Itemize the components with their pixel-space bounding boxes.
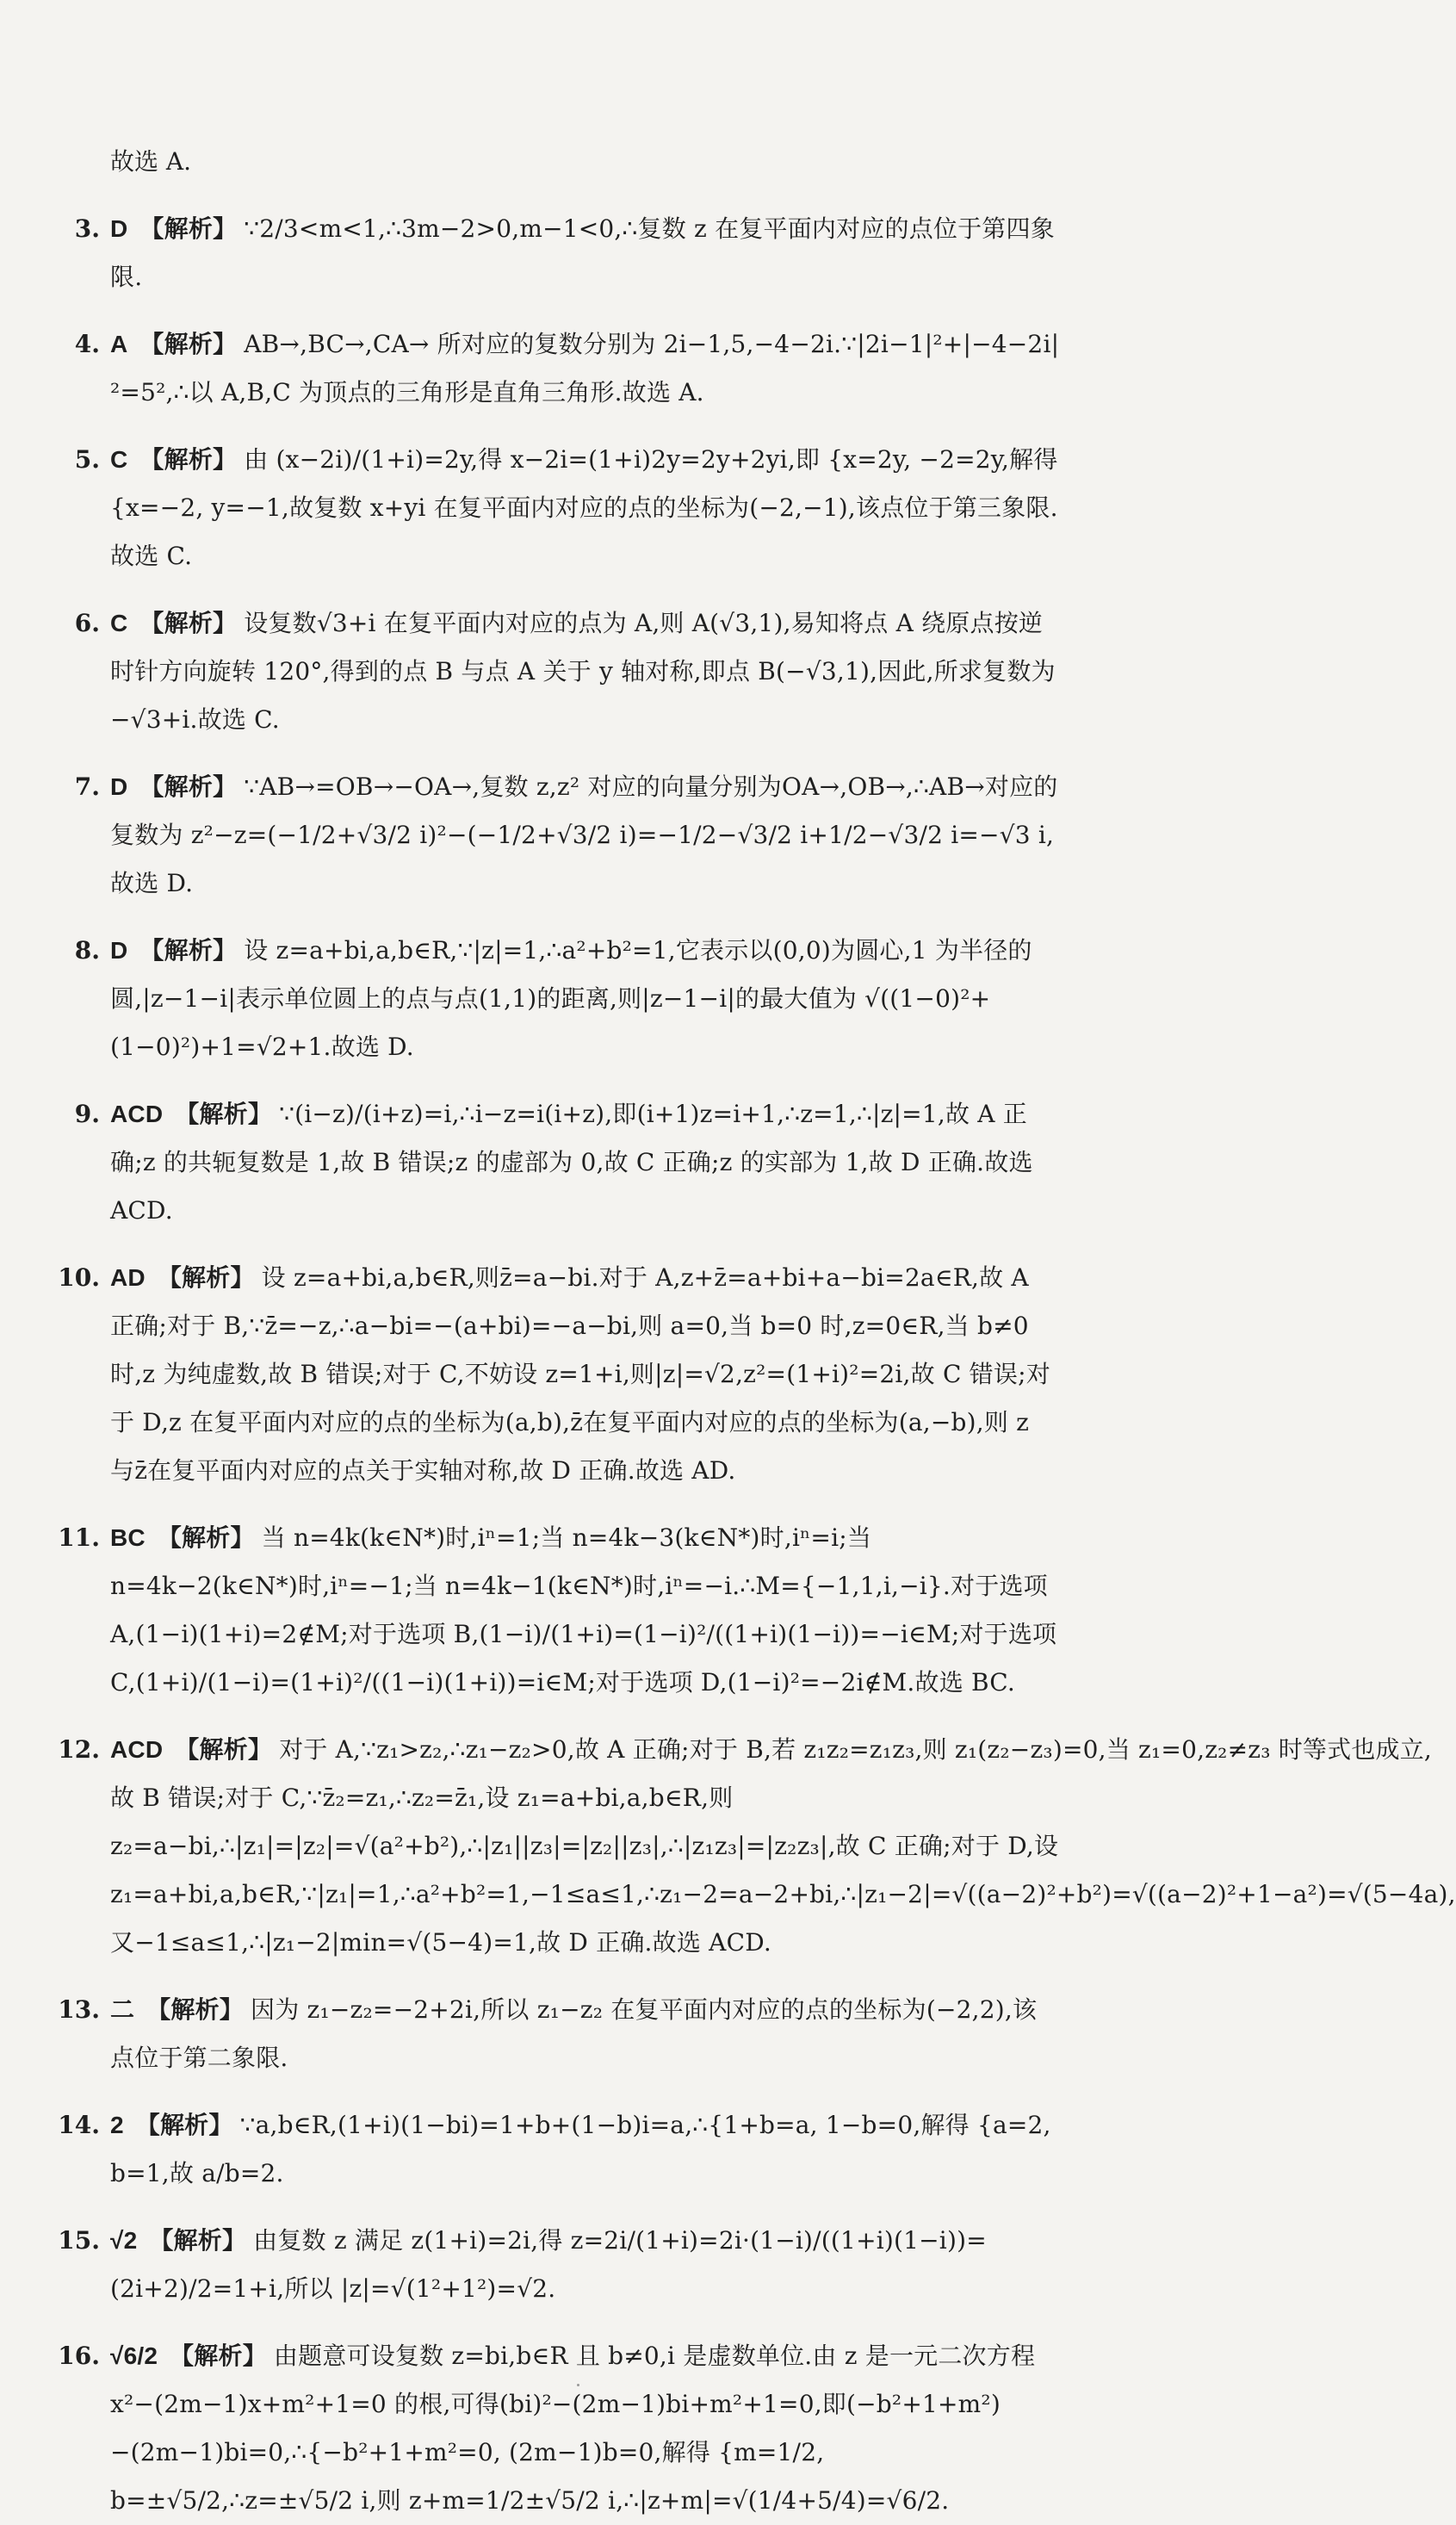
entry-number: 11.: [58, 1523, 100, 1552]
entry-content: [110, 1514, 1061, 1707]
answer-entry: [55, 2101, 1061, 2198]
entry-content: [110, 205, 1061, 301]
analysis-tag: 【解析】: [139, 330, 238, 358]
entry-content: [110, 763, 1061, 908]
analysis-text: AB→,BC→,CA→ 所对应的复数分别为 2i−1,5,−4−2i.∵|2i−1|²+|−4−2i|²=5²,∴以 A,B,C 为顶点的三角形是直角三角形.故选 A.: [110, 330, 1060, 406]
scan-speck: [577, 2384, 579, 2386]
answer-entry: [55, 599, 1061, 744]
entry-number: 6.: [74, 609, 100, 637]
entry-content: [110, 2332, 1061, 2525]
analysis-text: ∵a,b∈R,(1+i)(1−bi)=1+b+(1−b)i=a,∴{1+b=a, 1−b=0,解得 {a=2, b=1,故 a/b=2.: [110, 2111, 1051, 2187]
analysis-tag: 【解析】: [149, 2226, 247, 2255]
analysis-tag: 【解析】: [175, 1735, 273, 1764]
answer-entry: [55, 1254, 1061, 1495]
entry-answer: D: [110, 937, 128, 964]
entry-number: 8.: [74, 936, 100, 965]
entry-content: [110, 320, 1061, 417]
entry-number: 10.: [58, 1263, 100, 1292]
answer-entry: [55, 320, 1061, 417]
entry-answer: 2: [110, 2112, 124, 2138]
answer-entry: [55, 927, 1061, 1071]
lead-text: 故选 A.: [110, 147, 192, 176]
answer-entry: [55, 2332, 1061, 2525]
analysis-tag: 【解析】: [139, 772, 238, 801]
entry-number: 9.: [74, 1100, 100, 1128]
analysis-text: ∵2/3<m<1,∴3m−2>0,m−1<0,∴复数 z 在复平面内对应的点位于第四象限.: [110, 214, 1055, 291]
entry-number: 3.: [74, 214, 100, 243]
entry-number: 13.: [58, 1995, 100, 2024]
entry-content: [110, 1090, 1061, 1235]
entry-answer: √2: [110, 2227, 138, 2254]
entry-content: [110, 599, 1061, 744]
analysis-text: ∵AB→=OB→−OA→,复数 z,z² 对应的向量分别为OA→,OB→,∴AB→对应的复数为 z²−z=(−1/2+√3/2 i)²−(−1/2+√3/2 i)=−1/2−√3/2 i+1/2−√3/2 i=−√3 i,故选 D.: [110, 772, 1058, 897]
entry-number: 14.: [58, 2111, 100, 2139]
entry-content: [110, 927, 1061, 1071]
entry-answer: C: [110, 610, 128, 636]
analysis-tag: 【解析】: [139, 609, 238, 637]
analysis-text: 设 z=a+bi,a,b∈R,∵|z|=1,∴a²+b²=1,它表示以(0,0)为圆心,1 为半径的圆,|z−1−i|表示单位圆上的点与点(1,1)的距离,则|z−1−i|的最大值为 √((1−0)²+(1−0)²)+1=√2+1.故选 D.: [110, 936, 1032, 1061]
entry-number: 15.: [58, 2226, 100, 2255]
entry-content: [110, 2217, 1061, 2313]
analysis-text: 由 (x−2i)/(1+i)=2y,得 x−2i=(1+i)2y=2y+2yi,即 {x=2y, −2=2y,解得 {x=−2, y=−1,故复数 x+yi 在复平面内对应的点的坐标为(−2,−1),该点位于第三象限.故选 C.: [110, 445, 1058, 570]
analysis-text: ∵(i−z)/(i+z)=i,∴i−z=i(i+z),即(i+1)z=i+1,∴z=1,∴|z|=1,故 A 正确;z 的共轭复数是 1,故 B 错误;z 的虚部为 0,故 C 正确;z 的实部为 1,故 D 正确.故选 ACD.: [110, 1100, 1033, 1225]
analysis-tag: 【解析】: [135, 2111, 233, 2139]
answer-entry: [55, 436, 1061, 580]
analysis-tag: 【解析】: [139, 214, 238, 243]
answer-entry: [55, 1986, 1061, 2082]
analysis-text: 由题意可设复数 z=bi,b∈R 且 b≠0,i 是虚数单位.由 z 是一元二次方程 x²−(2m−1)x+m²+1=0 的根,可得(bi)²−(2m−1)bi+m²+1=0,即(−b²+1+m²)−(2m−1)bi=0,∴{−b²+1+m²=0, (2m−1)b=0,解得 {m=1/2, b=±√5/2,∴z=±√5/2 i,则 z+m=1/2±√5/2 i,∴|z+m|=√(1/4+5/4)=√6/2.: [110, 2342, 1036, 2515]
entry-content: [110, 2101, 1061, 2198]
entry-content: [110, 1986, 1061, 2082]
analysis-text: 当 n=4k(k∈N*)时,iⁿ=1;当 n=4k−3(k∈N*)时,iⁿ=i;当 n=4k−2(k∈N*)时,iⁿ=−1;当 n=4k−1(k∈N*)时,iⁿ=−i.∴M={−1,1,i,−i}.对于选项 A,(1−i)(1+i)=2∉M;对于选项 B,(1−i)/(1+i)=(1−i)²/((1+i)(1−i))=−i∈M;对于选项 C,(1+i)/(1−i)=(1+i)²/((1−i)(1+i))=i∈M;对于选项 D,(1−i)²=−2i∉M.故选 BC.: [110, 1523, 1057, 1697]
analysis-tag: 【解析】: [170, 2342, 267, 2370]
entry-number: 5.: [74, 445, 100, 474]
entry-answer: BC: [110, 1524, 146, 1551]
entry-answer: D: [110, 215, 128, 242]
entry-answer: ACD: [110, 1736, 164, 1763]
entry-answer: AD: [110, 1264, 146, 1291]
answer-entry: [55, 1514, 1061, 1707]
analysis-text: 由复数 z 满足 z(1+i)=2i,得 z=2i/(1+i)=2i·(1−i)/((1+i)(1−i))=(2i+2)/2=1+i,所以 |z|=√(1²+1²)=√2.: [110, 2226, 987, 2303]
analysis-tag: 【解析】: [157, 1263, 255, 1292]
entry-answer: √6/2: [110, 2342, 158, 2369]
entry-content: [110, 436, 1061, 580]
entry-number: 12.: [58, 1735, 100, 1764]
answer-entry: [55, 1726, 1456, 1967]
answer-entry: [55, 205, 1061, 301]
answer-entry: [55, 2217, 1061, 2313]
analysis-text: 因为 z₁−z₂=−2+2i,所以 z₁−z₂ 在复平面内对应的点的坐标为(−2,2),该点位于第二象限.: [110, 1995, 1038, 2072]
analysis-tag: 【解析】: [146, 1995, 245, 2024]
answer-entry: [55, 1090, 1061, 1235]
analysis-text: 设 z=a+bi,a,b∈R,则z̄=a−bi.对于 A,z+z̄=a+bi+a−bi=2a∈R,故 A 正确;对于 B,∵z̄=−z,∴a−bi=−(a+bi)=−a−bi,则 a=0,当 b=0 时,z=0∈R,当 b≠0 时,z 为纯虚数,故 B 错误;对于 C,不妨设 z=1+i,则|z|=√2,z²=(1+i)²=2i,故 C 错误;对于 D,z 在复平面内对应的点的坐标为(a,b),z̄在复平面内对应的点的坐标为(a,−b),则 z 与z̄在复平面内对应的点关于实轴对称,故 D 正确.故选 AD.: [110, 1263, 1050, 1485]
analysis-text: 设复数√3+i 在复平面内对应的点为 A,则 A(√3,1),易知将点 A 绕原点按逆时针方向旋转 120°,得到的点 B 与点 A 关于 y 轴对称,即点 B(−√3,1),因此,所求复数为−√3+i.故选 C.: [110, 609, 1056, 734]
entry-content: [110, 1726, 1456, 1967]
analysis-text: 对于 A,∵z₁>z₂,∴z₁−z₂>0,故 A 正确;对于 B,若 z₁z₂=z₁z₃,则 z₁(z₂−z₃)=0,当 z₁=0,z₂≠z₃ 时等式也成立,故 B 错误;对于 C,∵z̄₂=z₁,∴z₂=z̄₁,设 z₁=a+bi,a,b∈R,则 z₂=a−bi,∴|z₁|=|z₂|=√(a²+b²),∴|z₁||z₃|=|z₂||z₃|,∴|z₁z₃|=|z₂z₃|,故 C 正确;对于 D,设 z₁=a+bi,a,b∈R,∵|z₁|=1,∴a²+b²=1,−1≤a≤1,∴z₁−2=a−2+bi,∴|z₁−2|=√((a−2)²+b²)=√((a−2)²+1−a²)=√(5−4a),又−1≤a≤1,∴|z₁−2|min=√(5−4)=1,故 D 正确.故选 ACD.: [110, 1735, 1456, 1957]
entry-answer: D: [110, 773, 128, 800]
entry-content: [110, 1254, 1061, 1495]
analysis-tag: 【解析】: [175, 1100, 273, 1128]
answer-entry: [55, 763, 1061, 908]
analysis-tag: 【解析】: [157, 1523, 255, 1552]
analysis-tag: 【解析】: [139, 445, 238, 474]
entry-number: 7.: [74, 772, 100, 801]
entry-answer: A: [110, 331, 128, 357]
entry-number: 16.: [58, 2342, 100, 2370]
entry-number: 4.: [74, 330, 100, 358]
analysis-tag: 【解析】: [139, 936, 238, 965]
entry-answer: ACD: [110, 1101, 164, 1127]
entry-answer: C: [110, 446, 128, 473]
entry-answer: 二: [110, 1996, 135, 2023]
answer-list: [55, 205, 1456, 2525]
